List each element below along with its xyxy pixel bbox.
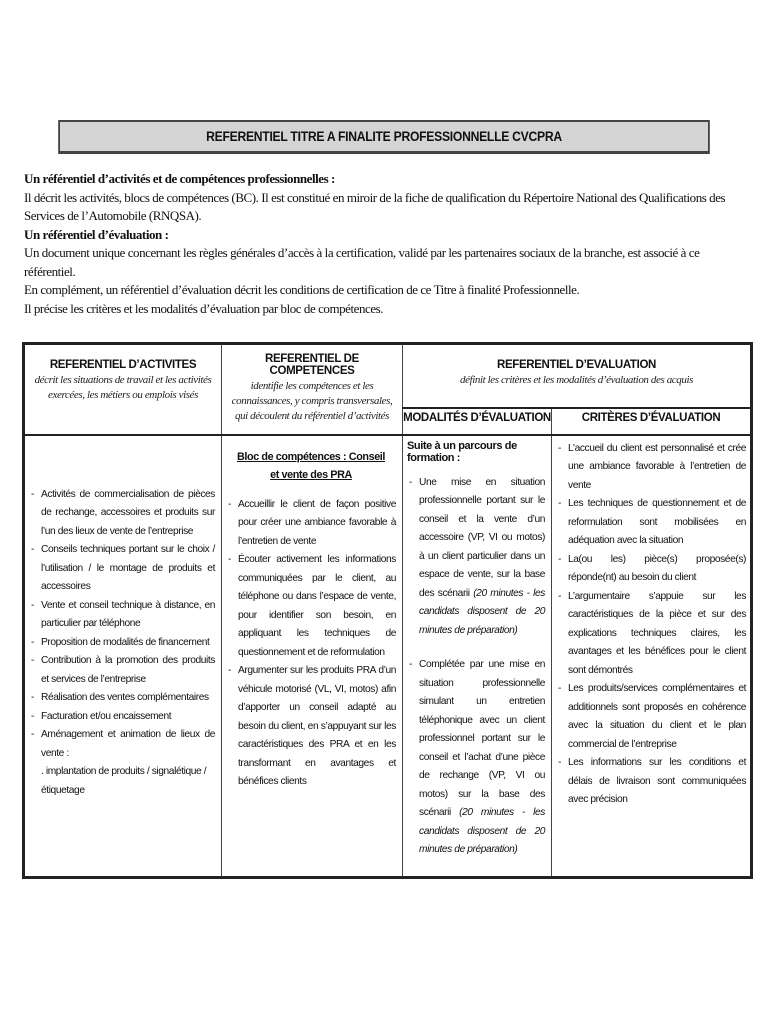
header-criteres: CRITÈRES D’ÉVALUATION — [552, 408, 752, 435]
criteres-list — [556, 440, 746, 810]
header-activites — [24, 344, 222, 435]
list-item: - Activités de commercialisation de pièces de rechange, accessoires et produits sur l’un des lieux de vente de l’entreprise — [29, 486, 215, 542]
list-item: - L’argumentaire s’appuie sur les caractéristiques de la pièce et sur des explications techniques claires, les avantages et les bénéfices pour le client sont démontrés — [556, 588, 746, 681]
list-item — [407, 474, 545, 641]
intro-section — [24, 170, 746, 318]
competences-list — [226, 496, 396, 792]
header-activites-subtitle: décrit les situations de travail et les activités exercées, les métiers ou emplois visés — [34, 374, 212, 401]
list-item: - Vente et conseil technique à distance, en particulier par téléphone — [29, 597, 215, 634]
header-competences — [222, 344, 403, 435]
cell-competences — [222, 435, 403, 878]
list-item: - Les produits/services complémentaires et additionnels sont proposés en cohérence avec la situation du client et le plan commercial de l’entreprise — [556, 680, 746, 754]
header-evaluation-title: REFERENTIEL D’EVALUATION — [497, 359, 656, 371]
header-competences-subtitle: identifie les compétences et les connaissances, y compris transversales, qui découlent du référentiel d’activités — [231, 380, 393, 422]
list-item: - Proposition de modalités de financement — [29, 634, 215, 653]
activites-subitem: . implantation de produits / signalétique / étiquetage — [41, 766, 207, 796]
document-title: REFERENTIEL TITRE A FINALITE PROFESSIONNELLE CVCPRA — [58, 120, 710, 154]
list-item: - Aménagement et animation de lieux de vente : — [29, 726, 215, 763]
header-competences-title: REFERENTIEL DE COMPETENCES — [265, 353, 359, 377]
list-item: - Écouter activement les informations communiquées par le client, au téléphone ou dans l’espace de vente, pour identifier son besoin, en appliquant les techniques de questionnement et de reformulation — [226, 551, 396, 662]
activites-list — [29, 486, 215, 764]
list-item: - Accueillir le client de façon positive pour créer une ambiance favorable à l’entretien de vente — [226, 496, 396, 552]
list-item: - Réalisation des ventes complémentaires — [29, 689, 215, 708]
header-modalites: MODALITÉS D’ÉVALUATION — [403, 408, 552, 435]
parcours-label: Suite à un parcours de formation : — [407, 439, 517, 464]
list-item: - Les techniques de questionnement et de reformulation sont mobilisées en adéquation avec la situation — [556, 495, 746, 551]
intro-paragraph-document: Un document unique concernant les règles générales d’accès à la certification, validé par les partenaires sociaux de la branche, est associé à ce référentiel. — [24, 245, 700, 279]
list-item: - Conseils techniques portant sur le choix / l’utilisation / le montage de produits et accessoires — [29, 541, 215, 597]
intro-paragraph-complement: En complément, un référentiel d’évaluation décrit les conditions de certification de ce Titre à finalité Professionnelle. — [24, 282, 580, 297]
cell-modalites — [403, 435, 552, 878]
list-item: - Argumenter sur les produits PRA d’un véhicule motorisé (VL, VI, motos) afin d’apporter un conseil adapté au besoin du client, en s’appuyant sur les caractéristiques des PRA et en les transformant en avantages et bénéfices clients — [226, 662, 396, 792]
list-item: - L’accueil du client est personnalisé et crée une ambiance favorable à l’entretien de vente — [556, 440, 746, 496]
modalite-duration: (20 minutes - les candidats disposent de 20 minutes de préparation) — [419, 807, 545, 855]
modalites-list — [407, 474, 545, 860]
cell-criteres — [552, 435, 752, 878]
referentiel-table — [22, 342, 753, 879]
intro-paragraph-activities: Il décrit les activités, blocs de compétences (BC). Il est constitué en miroir de la fiche de qualification du Répertoire National des Qualifications des Services de l’Automobile (RNQSA). — [24, 189, 726, 223]
list-item: - Contribution à la promotion des produits et services de l’entreprise — [29, 652, 215, 689]
list-item: - La(ou les) pièce(s) proposée(s) réponde(nt) au besoin du client — [556, 551, 746, 588]
modalite-duration: (20 minutes - les candidats disposent de 20 minutes de préparation) — [419, 587, 545, 636]
intro-heading-activities: Un référentiel d’activités et de compétences professionnelles : — [24, 171, 335, 186]
cell-activites — [24, 435, 222, 878]
header-evaluation-subtitle: définit les critères et les modalités d’évaluation des acquis — [459, 374, 694, 386]
modalite-text: Complétée par une mise en situation professionnelle simulant un entretien téléphonique avec un client professionnel portant sur le conseil et l’achat d’une pièce de rechange (VP, VI ou motos) sur la base des scénarii — [419, 659, 545, 818]
intro-heading-evaluation: Un référentiel d’évaluation : — [24, 226, 169, 242]
header-activites-title: REFERENTIEL D’ACTIVITES — [49, 359, 197, 371]
intro-paragraph-criteria: Il précise les critères et les modalités d’évaluation par bloc de compétences. — [24, 300, 384, 316]
bloc-title: Bloc de compétences : Conseil et vente des PRA — [237, 450, 385, 481]
list-item — [407, 656, 545, 860]
header-evaluation — [403, 344, 752, 408]
list-item: - Facturation et/ou encaissement — [29, 708, 215, 727]
list-item: - Les informations sur les conditions et délais de livraison sont communiquées avec précision — [556, 754, 746, 810]
modalite-text: Une mise en situation professionnelle portant sur le conseil et la vente d’un accessoire (VP, VI ou motos) à un client particulier dans un espace de vente, sur la base des scénarii — [419, 476, 545, 599]
